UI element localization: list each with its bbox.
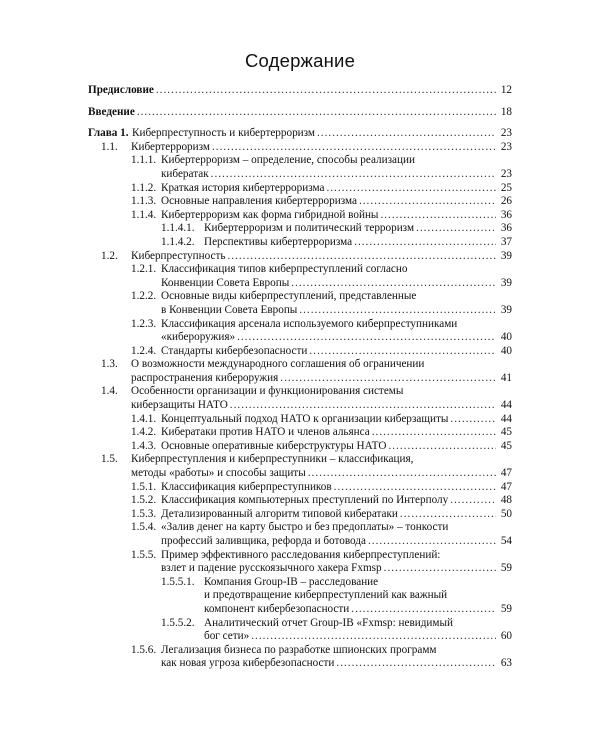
leader-dots <box>326 182 496 196</box>
toc-entry-line <box>161 657 512 671</box>
toc-entry-title <box>204 617 512 644</box>
toc-entry-line <box>88 84 512 98</box>
toc-page-number: 63 <box>500 657 512 670</box>
leader-dots <box>416 222 496 236</box>
toc-entry-line <box>161 331 512 345</box>
toc-entry-text: Особенности организации и функционирования системы <box>131 385 404 398</box>
toc-entry-line <box>161 304 512 318</box>
toc-entry-number: 1.4.2. <box>131 426 157 439</box>
toc-entry-title <box>204 236 512 250</box>
toc-page-number: 37 <box>500 235 512 248</box>
toc-entry-text: Предисловие <box>88 84 154 96</box>
toc-entry[interactable] <box>88 250 512 264</box>
toc-page-number: 25 <box>500 181 512 194</box>
toc-entry-title <box>204 576 512 617</box>
toc-page-number: 36 <box>500 208 512 221</box>
toc-entry[interactable] <box>88 263 512 290</box>
toc-entry-line <box>161 494 512 508</box>
toc-entry-number: 1.2.1. <box>131 263 157 276</box>
toc-page-number: 59 <box>500 562 512 575</box>
toc-entry-line <box>161 345 512 359</box>
toc-entry-title <box>161 426 512 440</box>
toc-entry-text: Компания Group-IB – расследование <box>204 575 379 588</box>
toc-entry-text: «кибероружия» <box>161 331 236 344</box>
toc-page-number: 50 <box>500 507 512 520</box>
toc-page-number: 54 <box>500 535 512 547</box>
leader-dots <box>251 630 496 644</box>
toc-entry-number: 1.4.3. <box>131 439 157 452</box>
toc-entry-line <box>131 250 512 264</box>
toc-entry-line <box>131 453 512 467</box>
toc-entry-title <box>161 549 512 576</box>
toc-entry-text: Легализация бизнеса по разработке шпионских программ <box>161 643 437 656</box>
toc-page-number: 12 <box>500 84 512 96</box>
toc-entry-number: 1.5.3. <box>131 507 157 520</box>
toc-entry-text: Конвенции Совета Европы <box>161 276 290 289</box>
toc-entry-text: Киберпреступления и киберпреступники – классификация, <box>131 453 414 466</box>
toc-entry[interactable] <box>88 413 512 427</box>
leader-dots <box>299 304 496 318</box>
toc-entry-title <box>204 222 512 236</box>
toc-entry-text: Перспективы кибертерроризма <box>204 235 353 248</box>
toc-entry-text: Основные виды киберпреступлений, представленные <box>161 290 417 303</box>
toc-entry-number: 1.2. <box>101 249 118 262</box>
toc-entry-title <box>161 494 512 508</box>
leader-dots <box>308 467 496 481</box>
toc-entry-number: 1.5.5.2. <box>161 616 195 629</box>
toc-entry-text: профессий заливщика, рефорда и ботовода <box>161 535 366 547</box>
toc-entry-line <box>161 263 512 277</box>
leader-dots <box>388 440 496 454</box>
toc-entry[interactable] <box>88 195 512 209</box>
toc-entry-title <box>131 358 512 385</box>
toc-entry-title <box>131 250 512 264</box>
toc-entry-text: Основные направления кибертерроризма <box>161 195 357 208</box>
toc-page-number: 60 <box>500 630 512 643</box>
toc-entry-text: как новая угроза кибербезопасности <box>161 657 335 670</box>
leader-dots <box>368 535 496 549</box>
toc-entry-text: Кибератаки против НАТО и членов альянса <box>161 426 370 439</box>
toc-entry-line <box>204 222 512 236</box>
toc-entry-number: 1.5. <box>101 453 118 466</box>
toc-page-number: 59 <box>500 602 512 615</box>
toc-entry[interactable] <box>88 644 512 671</box>
toc-entry[interactable] <box>88 84 512 98</box>
toc-entry-text: бог сети» <box>204 630 250 643</box>
toc-entry-text: Классификация киберпреступников <box>161 480 332 493</box>
toc-entry-title <box>161 263 512 290</box>
toc-entry-text: взлет и падение русскоязычного хакера Fxmsp <box>161 562 382 575</box>
toc-page-number: 41 <box>500 371 512 384</box>
toc-entry-title <box>161 182 512 196</box>
leader-dots <box>380 209 496 223</box>
toc-entry[interactable] <box>88 127 512 141</box>
toc-entry-title <box>161 521 512 548</box>
toc-entry-title <box>131 453 512 480</box>
leader-dots <box>227 250 496 264</box>
toc-entry-line <box>161 508 512 522</box>
toc-entry-title <box>161 154 512 181</box>
toc-page-number: 47 <box>500 480 512 493</box>
leader-dots <box>359 195 496 209</box>
leader-dots <box>351 603 496 617</box>
toc-entry-line <box>161 644 512 658</box>
toc-entry-number: Глава 1. <box>88 127 129 140</box>
toc-page-number: 44 <box>500 412 512 425</box>
toc-entry-line <box>132 127 512 141</box>
toc-entry-text: кибератак <box>161 167 209 180</box>
toc-entry-text: в Конвенции Совета Европы <box>161 303 298 316</box>
toc-entry[interactable] <box>88 141 512 155</box>
leader-dots <box>317 127 496 141</box>
page-title: Содержание <box>244 50 356 71</box>
toc-entry-text: Классификация типов киберпреступлений согласно <box>161 263 408 276</box>
toc-page-number: 18 <box>500 105 512 118</box>
toc-entry-text: Киберпреступность и кибертерроризм <box>132 127 315 140</box>
toc-entry-title <box>161 440 512 454</box>
toc-entry-title <box>132 127 512 141</box>
toc-entry-line <box>204 236 512 250</box>
toc-entry-title <box>161 413 512 427</box>
toc-entry-line <box>161 168 512 182</box>
toc-entry-text: Кибертерроризм – определение, способы реализации <box>161 154 415 167</box>
leader-dots <box>309 345 496 359</box>
toc-entry-text: «Залив денег на карту быстро и без предоплаты» – тонкости <box>161 521 449 534</box>
table-of-contents <box>88 80 512 671</box>
toc-entry-text: Концептуальный подход НАТО к организации киберзащиты <box>161 412 449 425</box>
toc-entry-line <box>161 535 512 549</box>
toc-entry-line <box>161 562 512 576</box>
toc-entry-text: Кибертерроризм как форма гибридной войны <box>161 208 379 221</box>
toc-entry-number: 1.3. <box>101 358 118 371</box>
toc-entry-number: 1.1.4. <box>131 208 157 221</box>
toc-entry[interactable] <box>88 182 512 196</box>
toc-entry-number: 1.2.3. <box>131 317 157 330</box>
toc-entry[interactable] <box>88 345 512 359</box>
leader-dots <box>450 494 496 508</box>
toc-page-number: 47 <box>500 467 512 480</box>
toc-page-number: 36 <box>500 222 512 235</box>
toc-entry-number: 1.1.1. <box>131 154 157 167</box>
toc-entry-text: Детализированный алгоритм типовой кибератаки <box>161 507 398 520</box>
toc-page-number: 23 <box>500 140 512 153</box>
toc-entry-text: методы «работы» и способы защиты <box>131 467 306 480</box>
toc-entry-text: киберзащиты НАТО <box>131 399 228 412</box>
toc-entry-number: 1.5.4. <box>131 521 157 534</box>
leader-dots <box>336 657 496 671</box>
toc-entry[interactable] <box>88 617 512 644</box>
toc-entry-text: О возможности международного соглашения об ограничении <box>131 358 425 371</box>
toc-entry-text: компонент кибербезопасности <box>204 602 350 615</box>
toc-entry-title <box>161 481 512 495</box>
toc-entry-line <box>161 426 512 440</box>
toc-entry[interactable] <box>88 453 512 480</box>
toc-entry-number: 1.4. <box>101 385 118 398</box>
toc-entry[interactable] <box>88 385 512 412</box>
toc-entry-title <box>88 106 512 120</box>
toc-entry-line <box>161 182 512 196</box>
toc-entry-title <box>161 209 512 223</box>
toc-entry[interactable] <box>88 440 512 454</box>
leader-dots <box>156 84 496 98</box>
toc-entry-title <box>161 290 512 317</box>
leader-dots <box>230 399 496 413</box>
leader-dots <box>280 372 496 386</box>
toc-entry-line <box>131 467 512 481</box>
leader-dots <box>334 481 496 495</box>
toc-entry-line <box>161 154 512 168</box>
toc-entry-line <box>204 603 512 617</box>
toc-page-number: 23 <box>500 127 512 140</box>
toc-entry-line <box>204 589 512 603</box>
toc-entry-text: Введение <box>88 105 135 118</box>
toc-entry-line <box>204 630 512 644</box>
toc-page-number: 48 <box>500 494 512 507</box>
leader-dots <box>212 141 496 155</box>
toc-entry-title <box>131 385 512 412</box>
toc-entry-line <box>131 385 512 399</box>
toc-entry-title <box>161 644 512 671</box>
toc-entry-number: 1.5.5. <box>131 548 157 561</box>
toc-entry[interactable] <box>88 154 512 181</box>
toc-entry[interactable] <box>88 290 512 317</box>
toc-entry[interactable] <box>88 106 512 120</box>
leader-dots <box>237 331 496 345</box>
toc-entry-line <box>161 481 512 495</box>
toc-entry-number: 1.1. <box>101 140 118 153</box>
leader-dots <box>384 562 496 576</box>
toc-entry-line <box>161 440 512 454</box>
toc-entry-text: и предотвращение киберпреступлений как важный <box>204 589 448 602</box>
toc-page-number: 44 <box>500 399 512 412</box>
toc-entry[interactable] <box>88 236 512 250</box>
toc-entry-line <box>161 277 512 291</box>
toc-entry-text: распространения кибероружия <box>131 371 279 384</box>
toc-entry-title <box>161 195 512 209</box>
toc-entry-line <box>161 413 512 427</box>
toc-entry-number: 1.1.4.2. <box>161 235 195 248</box>
toc-entry[interactable] <box>88 481 512 495</box>
toc-entry-text: Аналитический отчет Group-IB «Fxmsp: невидимый <box>204 616 453 629</box>
toc-entry-number: 1.1.2. <box>131 181 157 194</box>
toc-entry-text: Краткая история кибертерроризма <box>161 181 325 194</box>
toc-entry-number: 1.5.5.1. <box>161 575 195 588</box>
toc-entry-text: Пример эффективного расследования киберпреступлений: <box>161 548 441 561</box>
toc-entry[interactable] <box>88 318 512 345</box>
toc-entry-title <box>131 141 512 155</box>
toc-entry-number: 1.1.3. <box>131 195 157 208</box>
toc-entry-number: 1.5.6. <box>131 643 157 656</box>
toc-entry-line <box>161 318 512 332</box>
toc-entry-line <box>131 141 512 155</box>
toc-entry[interactable] <box>88 358 512 385</box>
toc-entry[interactable] <box>88 494 512 508</box>
toc-entry-text: Классификация компьютерных преступлений по Интерполу <box>161 494 449 507</box>
leader-dots <box>137 106 496 120</box>
toc-page-number: 39 <box>500 303 512 316</box>
toc-entry-number: 1.5.1. <box>131 480 157 493</box>
toc-entry-number: 1.1.4.1. <box>161 222 195 235</box>
toc-entry-line <box>88 106 512 120</box>
toc-page-number: 23 <box>500 167 512 180</box>
toc-page-number: 39 <box>500 249 512 262</box>
toc-page-number: 26 <box>500 195 512 208</box>
toc-entry-line <box>204 617 512 631</box>
toc-entry-title <box>88 84 512 98</box>
leader-dots <box>211 168 496 182</box>
leader-dots <box>450 413 496 427</box>
toc-entry-title <box>161 508 512 522</box>
toc-entry-line <box>131 358 512 372</box>
toc-entry[interactable] <box>88 549 512 576</box>
toc-entry-line <box>204 576 512 590</box>
toc-entry[interactable] <box>88 576 512 617</box>
toc-entry-text: Основные оперативные киберструктуры НАТО <box>161 439 387 452</box>
toc-entry-title <box>161 345 512 359</box>
toc-page-number: 45 <box>500 439 512 452</box>
toc-entry-text: Кибертерроризм <box>131 140 210 153</box>
toc-entry-line <box>131 372 512 386</box>
toc-entry-number: 1.2.2. <box>131 290 157 303</box>
toc-entry-number: 1.4.1. <box>131 412 157 425</box>
toc-entry[interactable] <box>88 521 512 548</box>
toc-entry[interactable] <box>88 209 512 223</box>
toc-entry-line <box>161 290 512 304</box>
toc-page-number: 45 <box>500 426 512 439</box>
toc-entry-number: 1.5.2. <box>131 494 157 507</box>
toc-entry[interactable] <box>88 508 512 522</box>
toc-entry-title <box>161 318 512 345</box>
toc-entry-text: Классификация арсенала используемого киберпреступниками <box>161 317 458 330</box>
leader-dots <box>354 236 496 250</box>
toc-entry-text: Киберпреступность <box>131 249 226 262</box>
toc-page-number: 39 <box>500 276 512 289</box>
toc-page-number: 40 <box>500 331 512 344</box>
leader-dots <box>372 426 496 440</box>
toc-entry-text: Стандарты кибербезопасности <box>161 344 308 357</box>
toc-entry-number: 1.2.4. <box>131 344 157 357</box>
toc-page-number: 40 <box>500 344 512 357</box>
toc-entry[interactable] <box>88 222 512 236</box>
toc-entry-text: Кибертерроризм и политический терроризм <box>204 222 415 235</box>
leader-dots <box>400 508 496 522</box>
toc-entry-line <box>161 521 512 535</box>
toc-entry[interactable] <box>88 426 512 440</box>
toc-entry-line <box>161 195 512 209</box>
toc-entry-line <box>161 209 512 223</box>
leader-dots <box>291 277 496 291</box>
toc-entry-line <box>161 549 512 563</box>
toc-entry-line <box>131 399 512 413</box>
